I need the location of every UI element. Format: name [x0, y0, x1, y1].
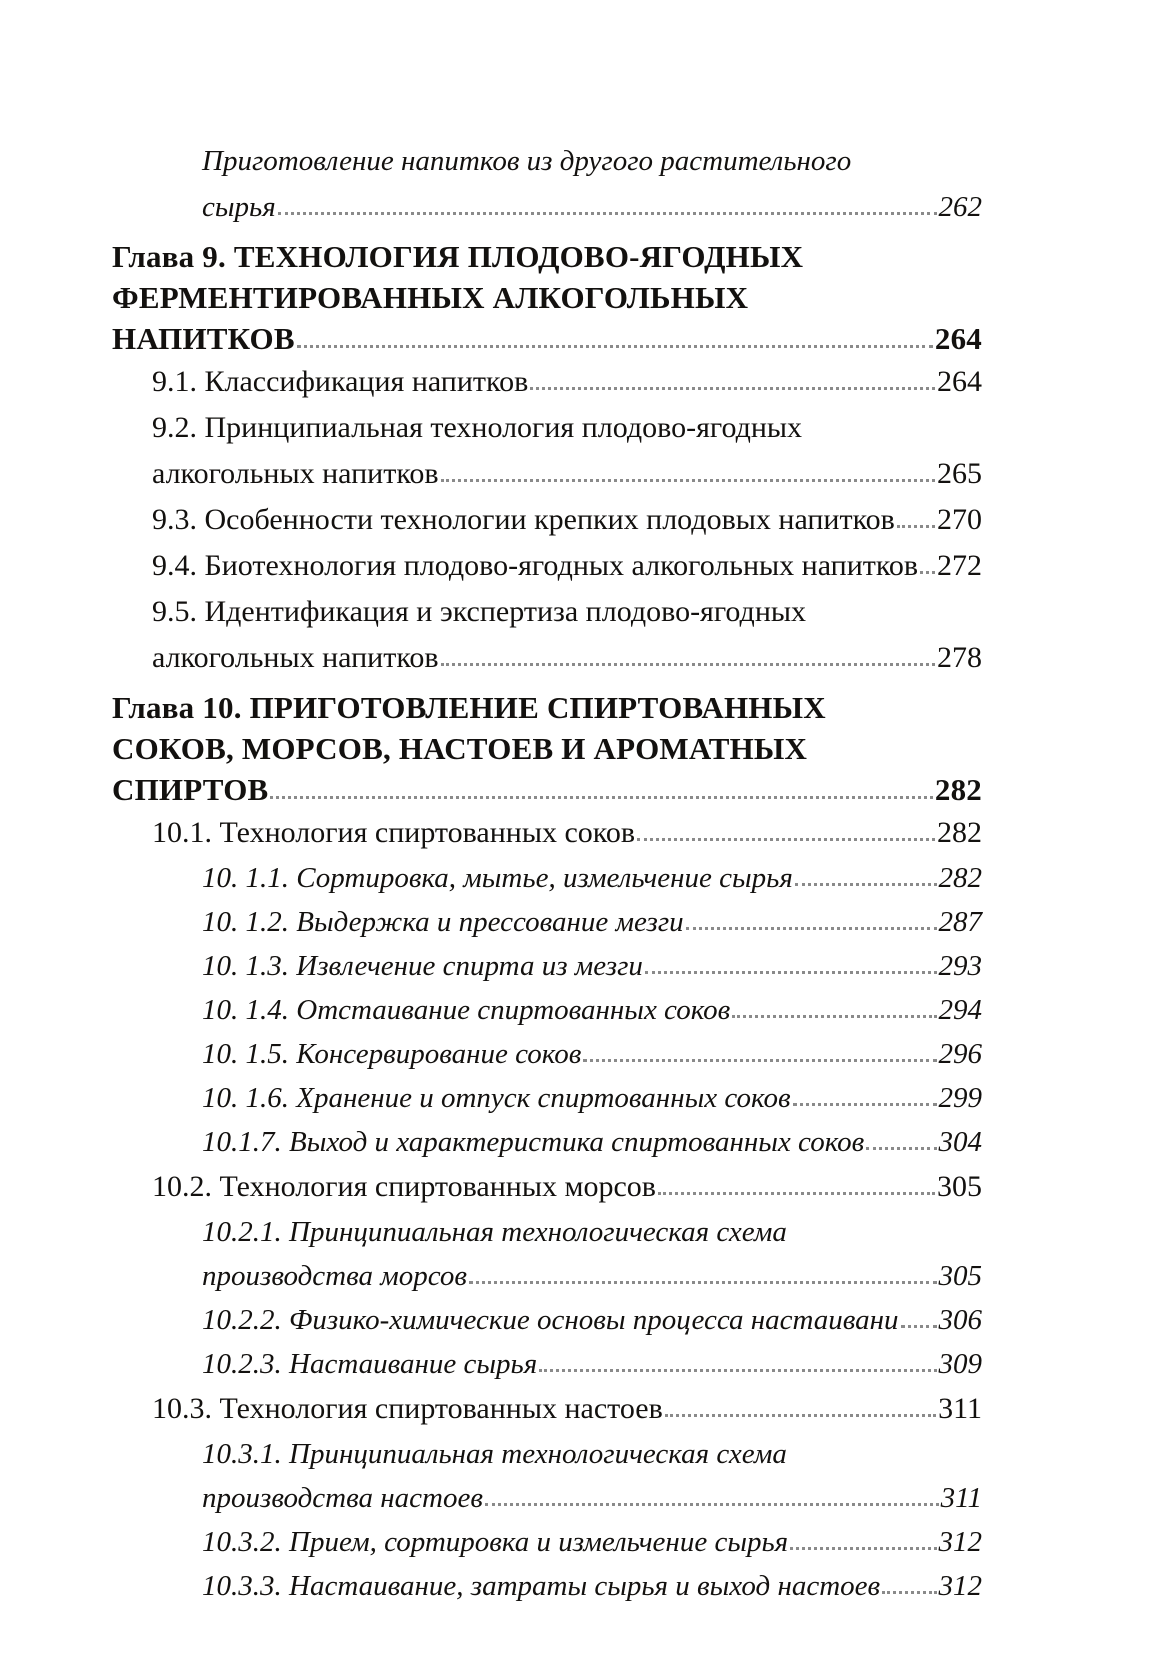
toc-entry-row: [152, 451, 982, 497]
toc-dot-leader: [882, 1566, 936, 1595]
toc-entry[interactable]: [112, 856, 982, 900]
toc-entry[interactable]: [112, 236, 982, 359]
toc-entry[interactable]: [112, 687, 982, 810]
toc-entry-title: алкогольных напитков: [152, 641, 439, 674]
toc-dot-leader: [897, 499, 935, 529]
toc-entry[interactable]: [112, 1342, 982, 1386]
toc-page-number: 305: [938, 1260, 982, 1292]
toc-dot-leader: [866, 1122, 936, 1151]
toc-entry-row: [202, 1076, 982, 1120]
toc-page-number: 282: [934, 772, 982, 807]
toc-page-number: 282: [937, 816, 982, 849]
toc-entry-row: [202, 1476, 982, 1520]
toc-dot-leader: [270, 769, 933, 800]
toc-dot-leader: [901, 1300, 937, 1329]
toc-entry-row: [152, 543, 982, 589]
toc-entry-title: 10.3.3. Настаивание, затраты сырья и выход настоев: [202, 1570, 881, 1602]
toc-page-number: 282: [938, 862, 982, 894]
toc-entry-row: [202, 944, 982, 988]
toc-entry-row: [202, 988, 982, 1032]
toc-entry[interactable]: [112, 359, 982, 405]
toc-entry-line: 9.5. Идентификация и экспертиза плодово-ягодных: [152, 595, 807, 628]
toc-page-number: 264: [934, 321, 982, 356]
toc-entry-title: 9.4. Биотехнология плодово-ягодных алкогольных напитков: [152, 549, 919, 582]
toc-dot-leader: [637, 812, 935, 842]
toc-entry-title: НАПИТКОВ: [112, 321, 295, 356]
toc-page-number: 312: [938, 1570, 982, 1602]
toc-entry-title: 10.2.3. Настаивание сырья: [202, 1348, 538, 1380]
toc-entry-line: 10.2.1. Принципиальная технологическая схема: [202, 1216, 787, 1248]
toc-page-number: 272: [937, 549, 982, 582]
toc-entry[interactable]: [112, 405, 982, 497]
toc-page-number: 311: [940, 1482, 982, 1514]
toc-dot-leader: [920, 545, 935, 575]
toc-dot-leader: [530, 361, 935, 391]
toc-entry-title: производства настоев: [202, 1482, 483, 1514]
toc-page-number: 264: [937, 365, 982, 398]
toc-page-number: 287: [938, 906, 982, 938]
toc-entry-row: [202, 900, 982, 944]
toc-entry[interactable]: [112, 1032, 982, 1076]
toc-page-number: 262: [938, 191, 982, 223]
toc-entry-title: 10.3.2. Прием, сортировка и измельчение сырья: [202, 1526, 789, 1558]
toc-entry-title: 9.3. Особенности технологии крепких плодовых напитков: [152, 503, 895, 536]
toc-dot-leader: [732, 990, 936, 1019]
toc-entry[interactable]: [112, 1520, 982, 1564]
toc-page-number: 299: [938, 1082, 982, 1114]
toc-entry-title: 10.3. Технология спиртованных настоев: [152, 1392, 663, 1425]
toc-page-number: 309: [938, 1348, 982, 1380]
toc-entry-title: алкогольных напитков: [152, 457, 439, 490]
toc-entry-row: [112, 769, 982, 810]
toc-entry[interactable]: [112, 1210, 982, 1298]
toc-entry-row: [202, 856, 982, 900]
toc-dot-leader: [793, 1078, 937, 1107]
toc-page-number: 270: [937, 503, 982, 536]
toc-page-number: 306: [938, 1304, 982, 1336]
toc-page-number: 311: [938, 1392, 982, 1425]
toc-dot-leader: [790, 1522, 936, 1551]
toc-entry-line: Приготовление напитков из другого растительного: [202, 145, 852, 177]
toc-dot-leader: [583, 1034, 936, 1063]
toc-entry-title: производства морсов: [202, 1260, 468, 1292]
toc-entry-title: 10. 1.4. Отстаивание спиртованных соков: [202, 994, 731, 1026]
toc-dot-leader: [485, 1478, 939, 1507]
toc-entry[interactable]: [112, 1432, 982, 1520]
toc-entry[interactable]: [112, 138, 982, 230]
toc-entry[interactable]: [112, 1386, 982, 1432]
toc-entry-row: [152, 359, 982, 405]
toc-entry-title: 10. 1.6. Хранение и отпуск спиртованных соков: [202, 1082, 791, 1114]
toc-entry-row: [202, 1520, 982, 1564]
toc-entry[interactable]: [112, 497, 982, 543]
toc-page-number: 278: [937, 641, 982, 674]
toc-entry-row: [202, 184, 982, 230]
toc-entry[interactable]: [112, 1076, 982, 1120]
toc-entry[interactable]: [112, 1120, 982, 1164]
toc-dot-leader: [645, 946, 937, 975]
toc-entry-title: 10.2. Технология спиртованных морсов: [152, 1170, 656, 1203]
toc-dot-leader: [686, 902, 937, 931]
toc-entry-row: [202, 1254, 982, 1298]
toc-page-number: 294: [938, 994, 982, 1026]
toc-entry-title: СПИРТОВ: [112, 772, 269, 807]
toc-entry-title: 10. 1.5. Консервирование соков: [202, 1038, 582, 1070]
toc-entry-row: [202, 1342, 982, 1386]
toc-page-number: 296: [938, 1038, 982, 1070]
toc-entry[interactable]: [112, 1298, 982, 1342]
toc-entry-title: 10.1.7. Выход и характеристика спиртованных соков: [202, 1126, 865, 1158]
toc-dot-leader: [795, 858, 937, 887]
toc-entry-title: 10. 1.2. Выдержка и прессование мезги: [202, 906, 684, 938]
toc-entry-title: сырья: [202, 191, 276, 223]
toc-dot-leader: [469, 1256, 936, 1285]
toc-entry[interactable]: [112, 944, 982, 988]
toc-entry[interactable]: [112, 1164, 982, 1210]
toc-entry-row: [152, 1386, 982, 1432]
toc-page-number: 304: [938, 1126, 982, 1158]
toc-entry-row: [112, 318, 982, 359]
toc-entry[interactable]: [112, 810, 982, 856]
toc-dot-leader: [441, 453, 935, 483]
toc-dot-leader: [665, 1388, 936, 1418]
table-of-contents: [112, 138, 982, 1608]
toc-page-number: 293: [938, 950, 982, 982]
toc-entry-title: 9.1. Классификация напитков: [152, 365, 529, 398]
toc-dot-leader: [297, 318, 933, 349]
toc-entry-title: 10.2.2. Физико-химические основы процесса настаивани: [202, 1304, 899, 1336]
toc-entry[interactable]: [112, 589, 982, 681]
toc-entry-row: [202, 1032, 982, 1076]
toc-entry[interactable]: [112, 543, 982, 589]
toc-dot-leader: [278, 187, 937, 216]
toc-entry-row: [202, 1120, 982, 1164]
toc-entry-line: Глава 10. ПРИГОТОВЛЕНИЕ СПИРТОВАННЫХ: [112, 690, 826, 725]
toc-entry-row: [202, 1298, 982, 1342]
toc-entry-line: 9.2. Принципиальная технология плодово-ягодных: [152, 411, 803, 444]
toc-entry-line: СОКОВ, МОРСОВ, НАСТОЕВ И АРОМАТНЫХ: [112, 731, 808, 766]
toc-entry-row: [152, 497, 982, 543]
toc-entry[interactable]: [112, 988, 982, 1032]
toc-dot-leader: [441, 637, 935, 667]
toc-entry-line: Глава 9. ТЕХНОЛОГИЯ ПЛОДОВО-ЯГОДНЫХ: [112, 239, 804, 274]
toc-dot-leader: [539, 1344, 936, 1373]
toc-entry-row: [202, 1564, 982, 1608]
toc-page-number: 305: [937, 1170, 982, 1203]
toc-page-number: 265: [937, 457, 982, 490]
toc-entry-row: [152, 810, 982, 856]
toc-entry-row: [152, 635, 982, 681]
toc-entry-row: [152, 1164, 982, 1210]
toc-entry[interactable]: [112, 1564, 982, 1608]
toc-entry-line: ФЕРМЕНТИРОВАННЫХ АЛКОГОЛЬНЫХ: [112, 280, 749, 315]
toc-dot-leader: [658, 1166, 935, 1196]
toc-entry-title: 10.1. Технология спиртованных соков: [152, 816, 636, 849]
toc-entry[interactable]: [112, 900, 982, 944]
toc-page-number: 312: [938, 1526, 982, 1558]
toc-entry-line: 10.3.1. Принципиальная технологическая схема: [202, 1438, 787, 1470]
toc-entry-title: 10. 1.3. Извлечение спирта из мезги: [202, 950, 643, 982]
toc-entry-title: 10. 1.1. Сортировка, мытье, измельчение сырья: [202, 862, 793, 894]
